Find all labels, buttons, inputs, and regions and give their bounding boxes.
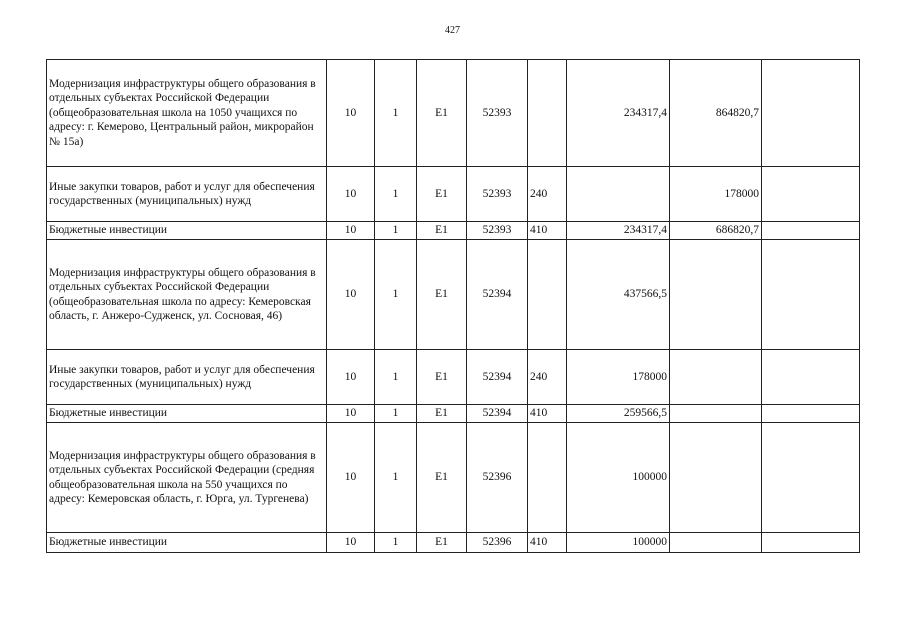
program-code: Е1 bbox=[417, 60, 467, 167]
section-code: 10 bbox=[327, 240, 375, 350]
target-code: 52393 bbox=[467, 222, 528, 240]
amount-1 bbox=[567, 167, 670, 222]
expense-type-code: 410 bbox=[528, 222, 567, 240]
program-code: Е1 bbox=[417, 423, 467, 533]
section-code: 10 bbox=[327, 405, 375, 423]
item-name: Модернизация инфраструктуры общего образования в отдельных субъектах Российской Федерации (средняя общеобразовательная школа на 550 учащихся по адресу: Кемеровская область, г. Юрга, ул. Тургенева) bbox=[47, 423, 327, 533]
amount-1: 437566,5 bbox=[567, 240, 670, 350]
amount-3 bbox=[762, 222, 860, 240]
amount-3 bbox=[762, 167, 860, 222]
table-row bbox=[47, 222, 860, 240]
item-name: Бюджетные инвестиции bbox=[47, 533, 327, 553]
amount-1: 100000 bbox=[567, 423, 670, 533]
amount-3 bbox=[762, 533, 860, 553]
amount-3 bbox=[762, 350, 860, 405]
subsection-code: 1 bbox=[375, 350, 417, 405]
section-code: 10 bbox=[327, 60, 375, 167]
target-code: 52396 bbox=[467, 423, 528, 533]
budget-table bbox=[46, 59, 860, 553]
program-code: Е1 bbox=[417, 167, 467, 222]
amount-1: 100000 bbox=[567, 533, 670, 553]
subsection-code: 1 bbox=[375, 240, 417, 350]
table-row bbox=[47, 240, 860, 350]
amount-3 bbox=[762, 405, 860, 423]
target-code: 52393 bbox=[467, 60, 528, 167]
item-name: Модернизация инфраструктуры общего образования в отдельных субъектах Российской Федерации (общеобразовательная школа на 1050 учащихся по адресу: г. Кемерово, Центральный район, микрорайон № 15а) bbox=[47, 60, 327, 167]
subsection-code: 1 bbox=[375, 423, 417, 533]
subsection-code: 1 bbox=[375, 533, 417, 553]
target-code: 52394 bbox=[467, 350, 528, 405]
amount-2: 178000 bbox=[670, 167, 762, 222]
item-name: Иные закупки товаров, работ и услуг для обеспечения государственных (муниципальных) нужд bbox=[47, 167, 327, 222]
subsection-code: 1 bbox=[375, 222, 417, 240]
expense-type-code: 410 bbox=[528, 405, 567, 423]
expense-type-code: 410 bbox=[528, 533, 567, 553]
program-code: Е1 bbox=[417, 240, 467, 350]
expense-type-code bbox=[528, 60, 567, 167]
section-code: 10 bbox=[327, 167, 375, 222]
amount-2 bbox=[670, 423, 762, 533]
subsection-code: 1 bbox=[375, 60, 417, 167]
amount-1: 259566,5 bbox=[567, 405, 670, 423]
table-row bbox=[47, 60, 860, 167]
program-code: Е1 bbox=[417, 350, 467, 405]
table-row bbox=[47, 423, 860, 533]
program-code: Е1 bbox=[417, 222, 467, 240]
section-code: 10 bbox=[327, 350, 375, 405]
expense-type-code bbox=[528, 423, 567, 533]
amount-2: 864820,7 bbox=[670, 60, 762, 167]
target-code: 52394 bbox=[467, 240, 528, 350]
amount-2 bbox=[670, 350, 762, 405]
subsection-code: 1 bbox=[375, 167, 417, 222]
program-code: Е1 bbox=[417, 533, 467, 553]
section-code: 10 bbox=[327, 423, 375, 533]
amount-1: 178000 bbox=[567, 350, 670, 405]
section-code: 10 bbox=[327, 222, 375, 240]
item-name: Бюджетные инвестиции bbox=[47, 222, 327, 240]
amount-2 bbox=[670, 533, 762, 553]
expense-type-code: 240 bbox=[528, 167, 567, 222]
table-row bbox=[47, 350, 860, 405]
amount-1: 234317,4 bbox=[567, 222, 670, 240]
subsection-code: 1 bbox=[375, 405, 417, 423]
section-code: 10 bbox=[327, 533, 375, 553]
expense-type-code: 240 bbox=[528, 350, 567, 405]
amount-1: 234317,4 bbox=[567, 60, 670, 167]
target-code: 52394 bbox=[467, 405, 528, 423]
amount-3 bbox=[762, 423, 860, 533]
table-row bbox=[47, 533, 860, 553]
expense-type-code bbox=[528, 240, 567, 350]
item-name: Бюджетные инвестиции bbox=[47, 405, 327, 423]
page-number: 427 bbox=[445, 25, 460, 36]
program-code: Е1 bbox=[417, 405, 467, 423]
amount-2 bbox=[670, 240, 762, 350]
table-row bbox=[47, 167, 860, 222]
table-row bbox=[47, 405, 860, 423]
amount-2: 686820,7 bbox=[670, 222, 762, 240]
target-code: 52393 bbox=[467, 167, 528, 222]
amount-3 bbox=[762, 60, 860, 167]
item-name: Иные закупки товаров, работ и услуг для обеспечения государственных (муниципальных) нужд bbox=[47, 350, 327, 405]
amount-3 bbox=[762, 240, 860, 350]
item-name: Модернизация инфраструктуры общего образования в отдельных субъектах Российской Федерации (общеобразовательная школа по адресу: Кемеровская область, г. Анжеро-Судженск, ул. Сосновая, 46) bbox=[47, 240, 327, 350]
target-code: 52396 bbox=[467, 533, 528, 553]
amount-2 bbox=[670, 405, 762, 423]
